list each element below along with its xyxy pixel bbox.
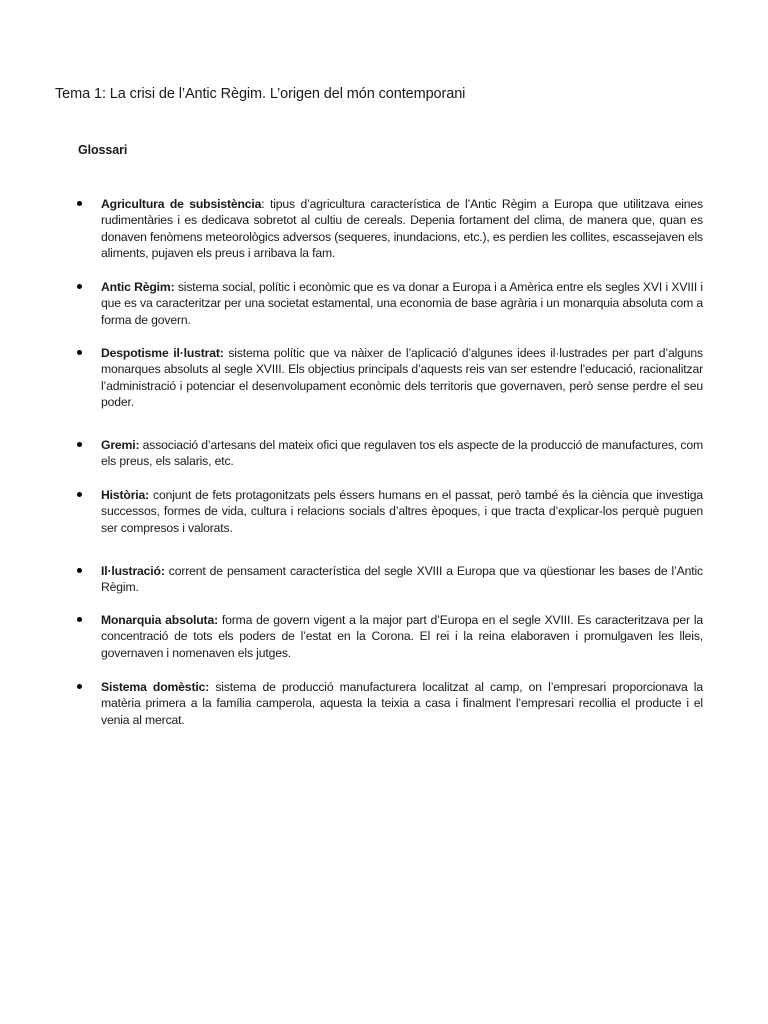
glossary-term: Història:: [101, 488, 150, 502]
glossary-term: Antic Règim:: [101, 280, 175, 294]
glossary-definition: conjunt de fets protagonitzats pels éssers humans en el passat, però també és la ciència que investiga successos, formes de vida, cultura i relacions socials d’altres èpoques, i que tracta d’explicar-los perquè puguen ser compresos i valorats.: [101, 488, 703, 535]
glossary-definition: tipus d’agricultura característica de l’Antic Règim a Europa que utilitzava eines rudimentàries i es dedicava sobretot al cultiu de cereals. Depenia fortament del clima, de manera que, quan es donaven fenòmens meteorològics adversos (sequeres, inundacions, etc.), es perdien les collites, escassejaven els aliments, pujaven els preus i arribava la fam.: [101, 197, 703, 261]
glossary-definition: sistema de producció manufacturera localitzat al camp, on l’empresari proporcionava la matèria primera a la família camperola, aquesta la teixia a casa i finalment l’empresari recollia el producte i el venia al mercat.: [101, 680, 703, 727]
term-separator: :: [261, 197, 265, 211]
glossary-entry-historia: [101, 487, 703, 536]
glossary-entry-despotisme: [101, 345, 703, 411]
glossary-term: Sistema domèstic:: [101, 680, 210, 694]
glossary-term: Gremi:: [101, 438, 140, 452]
glossary-entry-agricultura: [101, 196, 703, 262]
glossary-entry-illustracio: [101, 563, 703, 596]
bullet-icon: [77, 201, 82, 206]
glossary-term: Agricultura de subsistència: [101, 197, 262, 211]
bullet-icon: [77, 442, 82, 447]
bullet-icon: [77, 568, 82, 573]
bullet-icon: [77, 617, 82, 622]
bullet-icon: [77, 492, 82, 497]
glossary-definition: sistema social, polític i econòmic que es va donar a Europa i a Amèrica entre els segles XVI i XVIII i que es va caracteritzar per una societat estamental, una economia de base agrària i un monarquia absoluta com a forma de govern.: [101, 280, 703, 327]
section-heading: Glossari: [78, 143, 128, 157]
glossary-term: Despotisme il·lustrat:: [101, 346, 224, 360]
glossary-entry-antic-regim: [101, 279, 703, 328]
glossary-term: Il·lustració:: [101, 564, 165, 578]
glossary-entry-monarquia: [101, 612, 703, 661]
glossary-definition: corrent de pensament característica del segle XVIII a Europa que va qüestionar les bases de l’Antic Règim.: [101, 564, 703, 595]
bullet-icon: [77, 284, 82, 289]
bullet-icon: [77, 350, 82, 355]
glossary-entry-gremi: [101, 437, 703, 470]
glossary-definition: sistema polític que va nàixer de l’aplicació d’algunes idees il·lustrades per part d’alguns monarques absoluts al segle XVIII. Els objectius principals d’aquests reis van ser estendre l’educació, racionalitzar l’administració i potenciar el desenvolupament econòmic dels territoris que governaven, però sense perdre el seu poder.: [101, 346, 703, 410]
glossary-term: Monarquia absoluta:: [101, 613, 218, 627]
bullet-icon: [77, 684, 82, 689]
glossary-definition: associació d’artesans del mateix ofici que regulaven tos els aspecte de la producció de manufactures, com els preus, els salaris, etc.: [101, 438, 703, 469]
glossary-entry-sistema-domestic: [101, 679, 703, 728]
glossary-definition: forma de govern vigent a la major part d’Europa en el segle XVIII. Es caracteritzava per la concentració de tots els poders de l’estat en la Corona. El rei i la reina elaboraven i promulgaven les lleis, governaven i nomenaven els jutges.: [101, 613, 704, 660]
page-title: Tema 1: La crisi de l’Antic Règim. L’origen del món contemporani: [55, 86, 466, 102]
